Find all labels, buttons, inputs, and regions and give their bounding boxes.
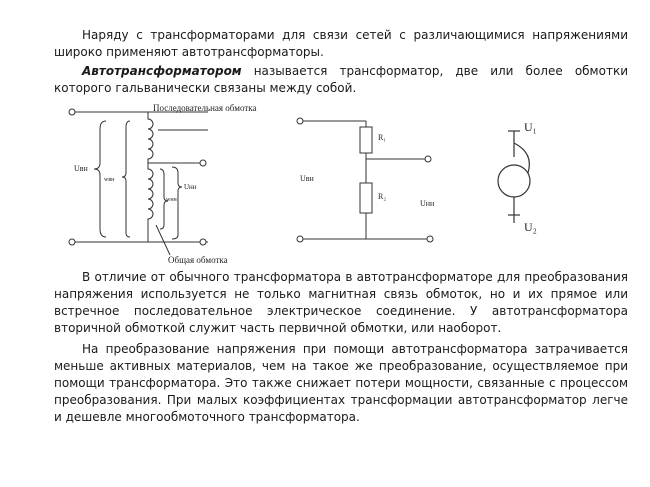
divider-input-label: Uвн	[300, 174, 314, 183]
w-main-label: wвн	[104, 177, 115, 183]
body-paragraph-1: В отличие от обычного трансформатора в автотрансформаторе для преобразования напряжения используется не только магнитная связь обмоток, но и их прямое или встречное последовательное электрическое соединение. У автотрансформатора вторичной обмоткой служит часть первичной обмотки, или наоборот.	[54, 270, 628, 335]
resistive-divider-diagram	[297, 118, 433, 242]
schematics-figure	[60, 97, 600, 272]
definition-term: Автотрансформатором	[82, 64, 242, 78]
definition-text: называется трансформатор, две или более обмотки которого гальванически связаны между собой.	[54, 64, 628, 95]
autotransformer-winding-diagram	[69, 109, 208, 255]
u1-label: U₁	[524, 120, 537, 134]
intro-paragraph: Наряду с трансформаторами для связи сетей с различающимися напряжениями широко применяют автотрансформаторы.	[54, 28, 628, 59]
divider-output-label: Uнн	[420, 199, 435, 208]
common-winding-label: Общая обмотка	[168, 255, 228, 265]
u2-label: U₂	[524, 220, 537, 234]
body-paragraph-2: На преобразование напряжения при помощи автотрансформатора затрачивается меньше активных материалов, чем на такое же преобразование, осуществляемое при помощи трансформатора. Это также снижает потери мощности, связанные с процессом преобразования. При малых коэффициентах трансформации автотрансформатор легче и дешевле многообмоточного трансформатора.	[54, 342, 628, 424]
w-low-label: wнн	[166, 197, 177, 203]
r1-label: R₁	[378, 133, 387, 142]
series-winding-label: Последовательная обмотка	[153, 103, 257, 113]
definition-paragraph	[54, 63, 628, 97]
output-voltage-label: Uнн	[184, 183, 197, 191]
input-voltage-label: Uвн	[74, 164, 88, 173]
autotransformer-symbol	[498, 131, 530, 223]
r2-label: R₂	[378, 192, 387, 201]
